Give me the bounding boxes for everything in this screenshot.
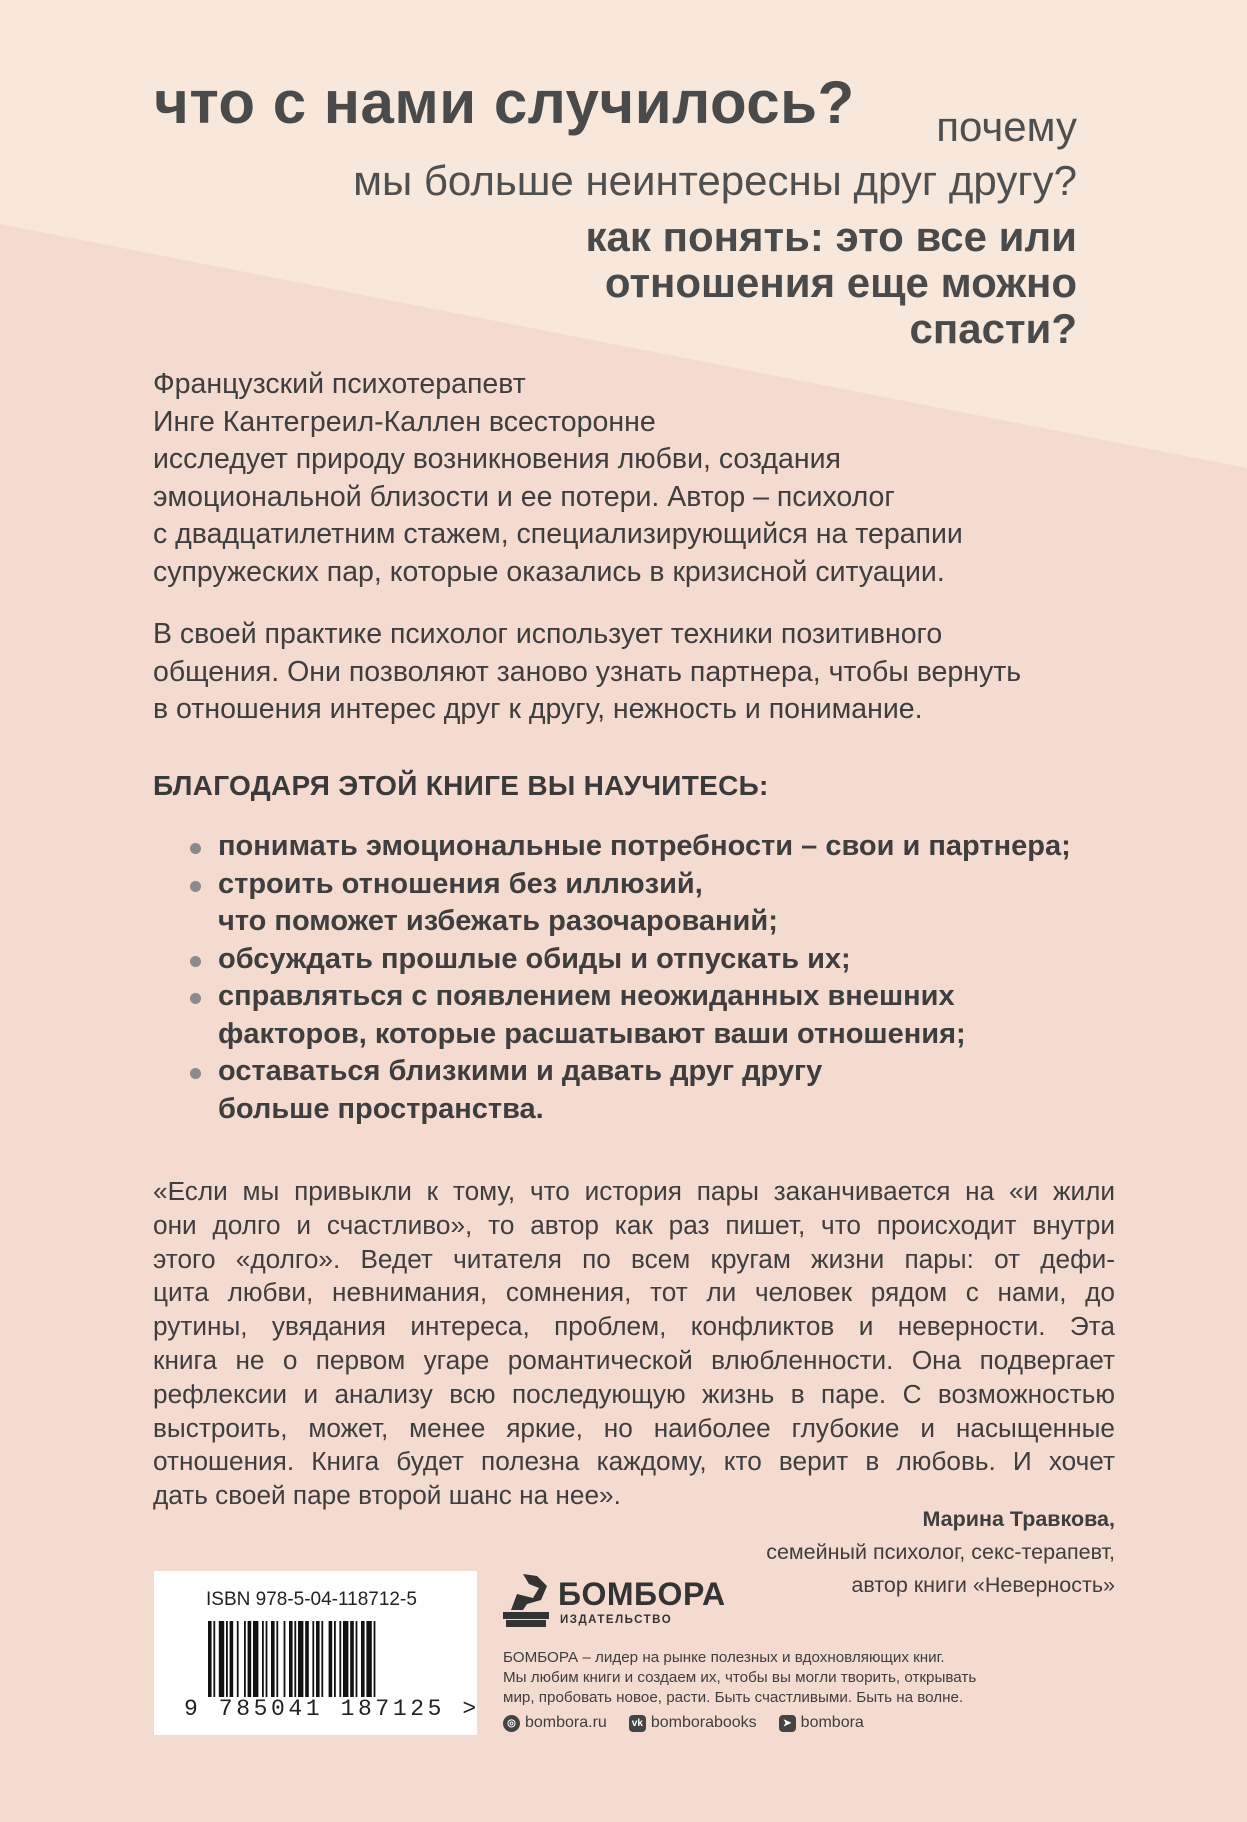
barcode-bar: [284, 1621, 286, 1697]
quote-author: Марина Травкова,: [922, 1507, 1115, 1531]
quote-author-role: семейный психолог, секс-терапевт,: [766, 1540, 1115, 1564]
logo-subtitle: ИЗДАТЕЛЬСТВО: [560, 1614, 673, 1626]
barcode-bar: [208, 1621, 212, 1697]
bold-question-line: спасти?: [909, 305, 1077, 352]
isbn-label: ISBN 978-5-04-118712-5: [206, 1589, 417, 1610]
quote-line: отношения. Книга будет полезна каждому, кто верит в любовь. И хочет: [153, 1446, 1115, 1477]
quote-line: они долго и счастливо», то автор как раз пишет, что происходит внутри: [153, 1209, 1115, 1240]
bullet-icon: [190, 956, 201, 967]
logo-icon: [503, 1570, 555, 1628]
list-item: [190, 941, 1110, 979]
barcode-bar: [361, 1621, 365, 1697]
quote-signature: [766, 1503, 1115, 1602]
barcode-digits: 9 785041 187125 >: [184, 1696, 480, 1722]
telegram-icon: ➤: [779, 1715, 796, 1732]
text-line: супружеских пар, которые оказались в кризисной ситуации.: [153, 555, 945, 588]
barcode-bar: [334, 1621, 336, 1697]
review-quote: [153, 1175, 1115, 1513]
barcode-bar: [298, 1621, 303, 1697]
intro-paragraph: [153, 366, 1113, 591]
barcode-bar: [366, 1621, 371, 1697]
publisher-logo: [503, 1570, 726, 1633]
subtitle-line: мы больше неинтересны друг другу?: [353, 157, 1077, 204]
bullet-icon: [190, 993, 201, 1004]
practice-paragraph: [153, 616, 1113, 729]
quote-line: цита любви, невнимания, сомнения, тот ли человек рядом с нами, до: [153, 1277, 1115, 1308]
social-label: bombora.ru: [525, 1714, 607, 1731]
quote-author-book: автор книги «Неверность»: [851, 1573, 1115, 1597]
text-line: исследует природу возникновения любви, создания: [153, 443, 841, 475]
quote-line: этого «долго». Ведет читателя по всем кругам жизни пары: от дефи-: [153, 1243, 1115, 1274]
barcode-bar: [294, 1621, 296, 1697]
list-item-text: справляться с появлением неожиданных внешних: [218, 980, 955, 1012]
quote-line: выстроить, может, менее яркие, но наиболее глубокие и насыщенные: [153, 1412, 1115, 1443]
list-item-text: больше пространства.: [218, 1092, 544, 1125]
list-item-text: строить отношения без иллюзий,: [218, 867, 703, 900]
barcode-bar: [230, 1621, 234, 1697]
list-item-text: обсуждать прошлые обиды и отпускать их;: [218, 942, 851, 975]
barcode: [208, 1621, 430, 1701]
barcode-bar: [339, 1621, 341, 1697]
quote-line: рутины, увядания интереса, проблем, конфликтов и неверности. Эта: [153, 1311, 1115, 1342]
barcode-bar: [289, 1621, 293, 1697]
bullet-icon: [190, 843, 201, 854]
vk-icon: vk: [629, 1715, 646, 1732]
social-telegram[interactable]: [779, 1714, 864, 1732]
about-line: БОМБОРА – лидер на рынке полезных и вдохновляющих книг.: [503, 1649, 945, 1666]
text-line: в отношения интерес друг к другу, нежность и понимание.: [153, 693, 923, 725]
list-item-text: оставаться близкими и давать друг другу: [218, 1055, 823, 1087]
list-item: [190, 978, 1110, 1053]
barcode-bar: [213, 1621, 215, 1697]
social-vk[interactable]: [629, 1714, 757, 1732]
barcode-bar: [316, 1621, 320, 1697]
barcode-bar: [343, 1621, 348, 1697]
barcode-bar: [321, 1621, 323, 1697]
quote-line: рефлексии и анализу всю последующую жизнь в паре. С возможностью: [153, 1378, 1115, 1409]
bold-question-line: как понять: это все или: [585, 213, 1077, 260]
barcode-bar: [329, 1621, 333, 1697]
list-item: [190, 1053, 1110, 1128]
barcode-bar: [248, 1621, 252, 1697]
bold-question-line: отношения еще можно: [604, 259, 1077, 306]
text-line: Французский психотерапевт: [153, 368, 526, 400]
globe-icon: ◎: [503, 1715, 520, 1732]
barcode-bar: [266, 1621, 268, 1697]
list-item-text: факторов, которые расшатывают ваши отношения;: [218, 1017, 966, 1050]
text-line: общения. Они позволяют заново узнать партнера, чтобы вернуть: [153, 655, 1022, 688]
subtitle-question: [177, 100, 1077, 208]
about-line: Мы любим книги и создаем их, чтобы вы могли творить, открывать: [503, 1669, 977, 1686]
bullet-icon: [190, 1068, 201, 1079]
text-line: Инге Кантегреил-Каллен всесторонне: [153, 405, 656, 438]
barcode-bar: [356, 1621, 358, 1697]
main-title: что с нами случилось?: [154, 69, 855, 136]
text-line: эмоциональной близости и ее потери. Автор – психолог: [153, 480, 895, 513]
list-item: [190, 828, 1110, 866]
barcode-bar: [219, 1621, 224, 1697]
publisher-socials: [503, 1714, 886, 1732]
barcode-bar: [253, 1621, 258, 1697]
learn-list: [190, 828, 1110, 1128]
barcode-bar: [244, 1621, 246, 1697]
list-item-text: понимать эмоциональные потребности – свои и партнера;: [218, 830, 1071, 862]
bullet-icon: [190, 881, 201, 892]
quote-line: книга не о первом угаре романтической влюбленности. Она подвергает: [153, 1344, 1115, 1375]
social-website[interactable]: [503, 1714, 607, 1732]
logo-wordmark: БОМБОРА: [558, 1576, 726, 1612]
bold-question: [377, 214, 1077, 352]
barcode-bar: [271, 1621, 275, 1697]
about-line: мир, пробовать новое, расти. Быть счастливыми. Быть на волне.: [503, 1689, 964, 1706]
barcode-bar: [276, 1621, 278, 1697]
isbn-barcode-box: [154, 1571, 480, 1735]
social-label: bombora: [800, 1714, 864, 1731]
list-item-text: что поможет избежать разочарований;: [218, 905, 778, 937]
barcode-bar: [350, 1621, 354, 1697]
text-line: с двадцатилетним стажем, специализирующийся на терапии: [153, 518, 963, 550]
learn-heading: БЛАГОДАРЯ ЭТОЙ КНИГЕ ВЫ НАУЧИТЕСЬ:: [153, 770, 769, 801]
quote-line: дать своей паре второй шанс на нее».: [153, 1480, 621, 1511]
text-line: В своей практике психолог использует техники позитивного: [153, 618, 943, 650]
subtitle-line: почему: [936, 103, 1077, 150]
barcode-bar: [312, 1621, 314, 1697]
barcode-bar: [305, 1621, 309, 1697]
barcode-bar: [237, 1621, 239, 1697]
barcode-bar: [374, 1621, 376, 1697]
quote-line: «Если мы привыкли к тому, что история пары заканчивается на «и жили: [153, 1176, 1115, 1206]
barcode-bar: [226, 1621, 228, 1697]
list-item: [190, 866, 1110, 941]
barcode-bar: [262, 1621, 264, 1697]
social-label: bomborabooks: [650, 1714, 757, 1731]
publisher-about: [503, 1648, 976, 1708]
